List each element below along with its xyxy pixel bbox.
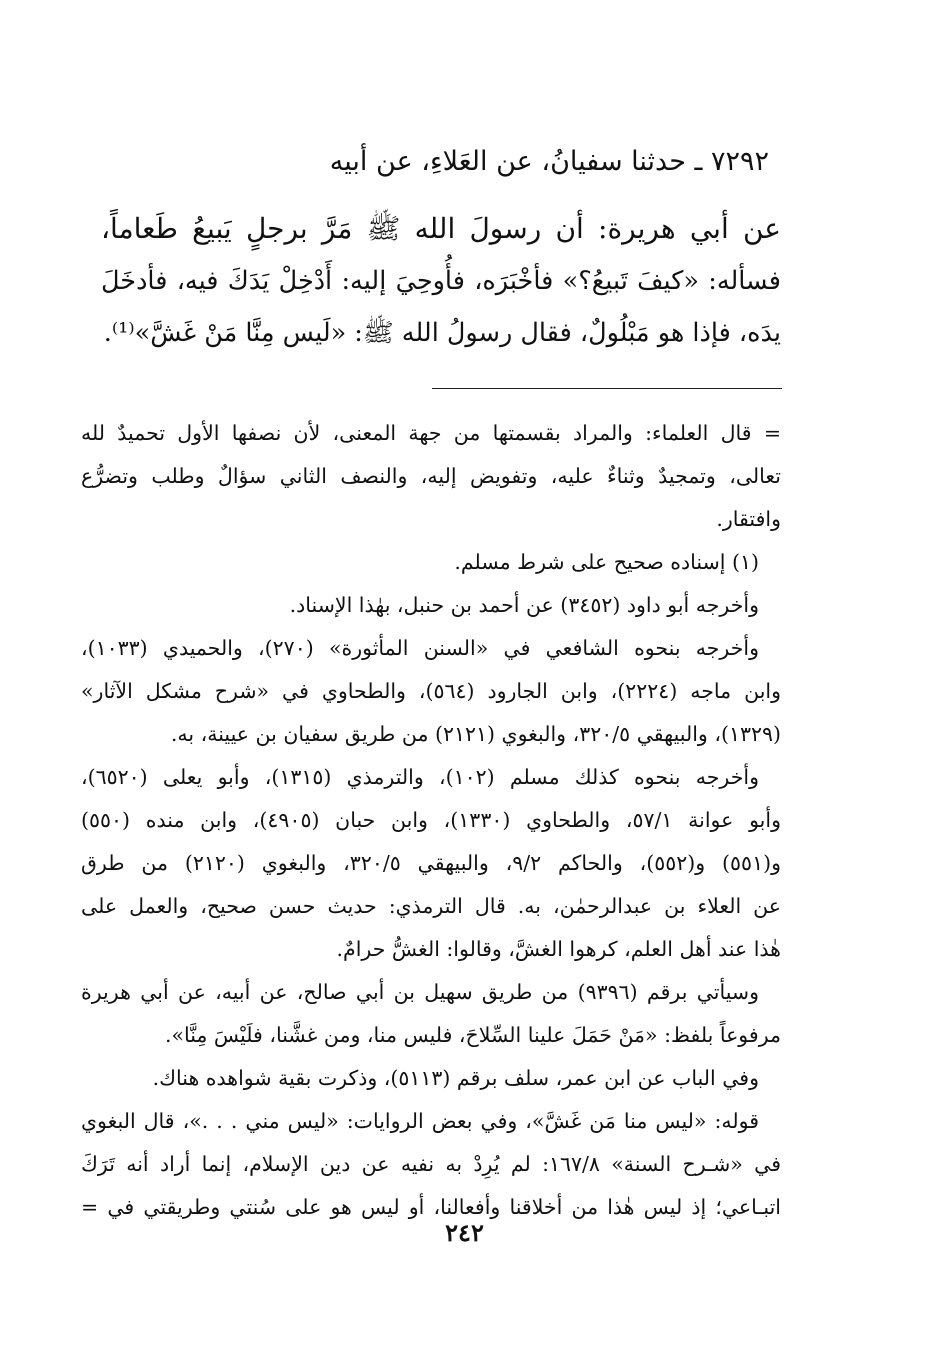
hadith-line: فسأله: «كيفَ تَبيعُ؟» فأخْبَرَه، فأُوحِيَ إليه: أَدْخِلْ يَدَكَ فيه، فأدخَلَ	[101, 266, 781, 296]
footnote-line: في «شـرح السنة» ١٦٧/٨: لم يُرِدْ به نفيه عن دين الإسلام، إنما أراد أنه تَرَكَ	[81, 1152, 781, 1176]
footnote-line: وفي الباب عن ابن عمر، سلف برقم (٥١١٣)، وذكرت بقية شواهده هناك.	[152, 1066, 759, 1090]
footnote-line: (١٣٢٩)، والبيهقي ٣٢٠/٥، والبغوي (٢١٢١) من طريق سفيان بن عيينة، به.	[170, 722, 781, 746]
footnote-line: هٰذا عند أهل العلم، كرهوا الغشَّ، وقالوا: الغشُّ حرامٌ.	[336, 937, 781, 961]
footnote-line: وسيأتي برقم (٩٣٩٦) من طريق سهيل بن أبي صالح، عن أبيه، عن أبي هريرة	[81, 980, 760, 1004]
footnote-line: (١) إسناده صحيح على شرط مسلم.	[454, 550, 759, 574]
footnote-line: وأخرجه بنحوه كذلك مسلم (١٠٢)، والترمذي (١٣١٥)، وأبو يعلى (٦٥٢٠)،	[81, 765, 759, 789]
footnote-line: وأخرجه أبو داود (٣٤٥٢) عن أحمد بن حنبل، بهٰذا الإسناد.	[289, 593, 759, 617]
footnote-line: اتبـاعي؛ إذ ليس هٰذا من أخلاقنا وأفعالنا، أو ليس هو على سُنتي وطريقتي في =	[81, 1195, 781, 1219]
footnote-line: = قال العلماء: والمراد بقسمتها من جهة المعنى، لأن نصفها الأول تحميدٌ لله	[81, 421, 781, 445]
footnote-line: قوله: «ليس منا مَن غَشَّ»، وفي بعض الروايات: «ليس مني . . .»، قال البغوي	[81, 1109, 759, 1133]
footnote-line: و(٥٥١) و(٥٥٢)، والحاكم ٩/٢، والبيهقي ٣٢٠/٥، والبغوي (٢١٢٠) من طرق	[81, 851, 781, 875]
footnote-line: وأبو عوانة ٥٧/١، والطحاوي (١٣٣٠)، وابن حبان (٤٩٠٥)، وابن منده (٥٥٠)	[81, 808, 781, 832]
footnote-line: وابن ماجه (٢٢٢٤)، وابن الجارود (٥٦٤)، والطحاوي في «شرح مشكل الآثار»	[81, 679, 782, 703]
footnote-line: عن العلاء بن عبدالرحمٰن، به. قال الترمذي: حديث حسن صحيح، والعمل على	[81, 894, 781, 918]
footnote-separator	[432, 388, 782, 389]
footnote-line: مرفوعاً بلفظ: «مَنْ حَمَلَ علينا السِّلاحَ، فليس منا، ومن غشَّنا، فلَيْسَ مِنَّا».	[164, 1023, 781, 1047]
hadith-text	[101, 203, 781, 359]
hadith-heading: ٧٢٩٢ ـ حدثنا سفيانُ، عن العَلاءِ، عن أبيه	[329, 146, 769, 177]
hadith-line: عن أبي هريرة: أن رسولَ الله ﷺ مَرَّ برجلٍ يَبيعُ طَعاماً،	[101, 212, 781, 245]
footnotes	[81, 412, 781, 1229]
footnote-line: تعالى، وتمجيدٌ وثناءٌ عليه، وتفويض إليه، والنصف الثاني سؤالٌ وطلب وتضرُّع	[81, 464, 781, 488]
page-number: ٢٤٢	[445, 1218, 484, 1247]
footnote-line: وأخرجه بنحوه الشافعي في «السنن المأثورة» (٢٧٠)، والحميدي (١٠٣٣)،	[81, 636, 759, 660]
hadith-line: يدَه، فإذا هو مَبْلُولٌ، فقال رسولُ الله ﷺ: «لَيس مِنَّا مَنْ غَشَّ»⁽¹⁾.	[103, 318, 781, 348]
footnote-line: وافتقار.	[716, 507, 781, 531]
